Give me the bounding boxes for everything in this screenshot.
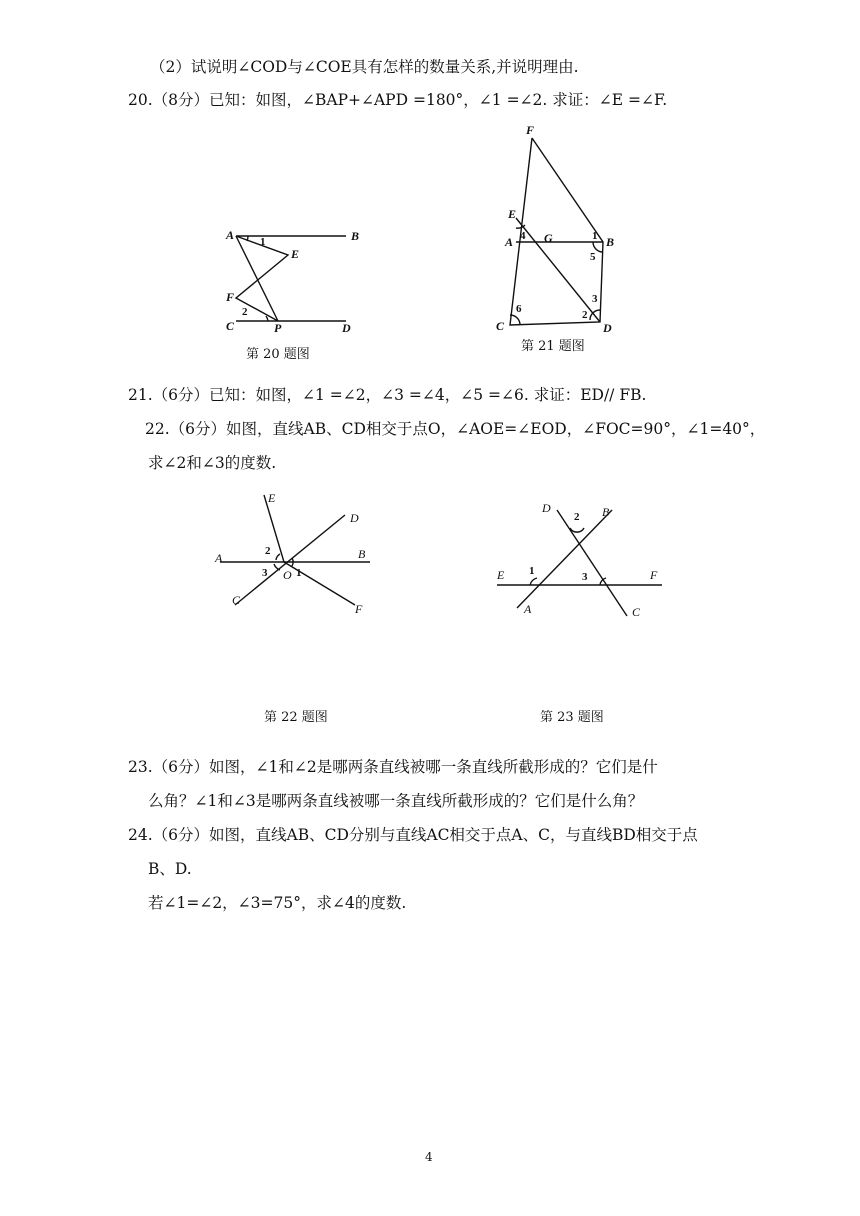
svg-text:C: C (632, 605, 641, 619)
svg-text:F: F (526, 123, 535, 137)
q19-part2: （2）试说明∠COD与∠COE具有怎样的数量关系,并说明理由. (150, 58, 579, 76)
svg-text:B: B (358, 547, 366, 561)
q21-text: 21.（6分）已知：如图，∠1 =∠2，∠3 =∠4，∠5 =∠6. 求证：ED// FB. (128, 386, 647, 404)
svg-text:E: E (508, 207, 517, 221)
fig21-caption: 第 21 题图 (521, 339, 585, 354)
svg-text:3: 3 (592, 293, 598, 305)
svg-text:1: 1 (260, 236, 266, 248)
figure-21 (490, 122, 630, 342)
svg-text:2: 2 (582, 309, 588, 321)
svg-text:D: D (342, 321, 351, 335)
svg-text:E: E (291, 247, 300, 261)
svg-text:D: D (542, 501, 551, 515)
svg-text:1: 1 (529, 565, 535, 577)
q24-text: 24.（6分）如图，直线AB、CD分别与直线AC相交于点A、C，与直线BD相交于点 (128, 826, 698, 844)
q24-text-cont: B、D. (148, 860, 192, 878)
q22-text-cont: 求∠2和∠3的度数. (148, 454, 277, 472)
svg-text:C: C (226, 319, 235, 333)
q20-text: 20.（8分）已知：如图，∠BAP+∠APD =180°，∠1 =∠2. 求证：∠E =∠F. (128, 91, 668, 109)
svg-text:A: A (226, 228, 235, 242)
svg-text:P: P (274, 321, 282, 335)
figure-22 (210, 490, 380, 620)
svg-text:F: F (355, 602, 363, 616)
svg-text:1: 1 (592, 230, 598, 242)
svg-text:A: A (505, 235, 514, 249)
figure-20 (218, 225, 368, 335)
svg-text:A: A (524, 602, 532, 616)
svg-text:E: E (497, 568, 505, 582)
svg-text:B: B (351, 229, 360, 243)
page-number: 4 (425, 1150, 433, 1164)
q24-question: 若∠1=∠2，∠3=75°，求∠4的度数. (148, 894, 407, 912)
svg-text:B: B (606, 235, 615, 249)
svg-text:D: D (350, 511, 359, 525)
svg-text:F: F (226, 290, 235, 304)
svg-text:E: E (268, 491, 276, 505)
figure-23 (492, 498, 672, 628)
svg-text:3: 3 (582, 571, 588, 583)
svg-text:C: C (232, 593, 241, 607)
q23-text: 23.（6分）如图，∠1和∠2是哪两条直线被哪一条直线所截形成的？它们是什 (128, 758, 658, 776)
q22-text: 22.（6分）如图，直线AB、CD相交于点O，∠AOE=∠EOD，∠FOC=90°，∠1=40°， (145, 420, 766, 438)
fig23-caption: 第 23 题图 (540, 710, 604, 725)
svg-text:F: F (650, 568, 658, 582)
q23-text-cont: 么角？∠1和∠3是哪两条直线被哪一条直线所截形成的？它们是什么角？ (148, 792, 644, 810)
svg-text:G: G (544, 231, 553, 245)
svg-text:6: 6 (516, 303, 522, 315)
svg-text:2: 2 (242, 306, 248, 318)
svg-text:D: D (603, 321, 612, 335)
svg-text:B: B (602, 505, 610, 519)
svg-text:2: 2 (574, 511, 580, 523)
svg-text:A: A (215, 551, 223, 565)
svg-text:1: 1 (296, 567, 302, 579)
svg-text:C: C (496, 319, 505, 333)
fig20-caption: 第 20 题图 (246, 347, 310, 362)
svg-text:5: 5 (590, 251, 596, 263)
svg-text:2: 2 (265, 545, 271, 557)
svg-text:4: 4 (520, 230, 526, 242)
svg-text:3: 3 (262, 567, 268, 579)
fig22-caption: 第 22 题图 (264, 710, 328, 725)
svg-text:O: O (283, 568, 292, 582)
